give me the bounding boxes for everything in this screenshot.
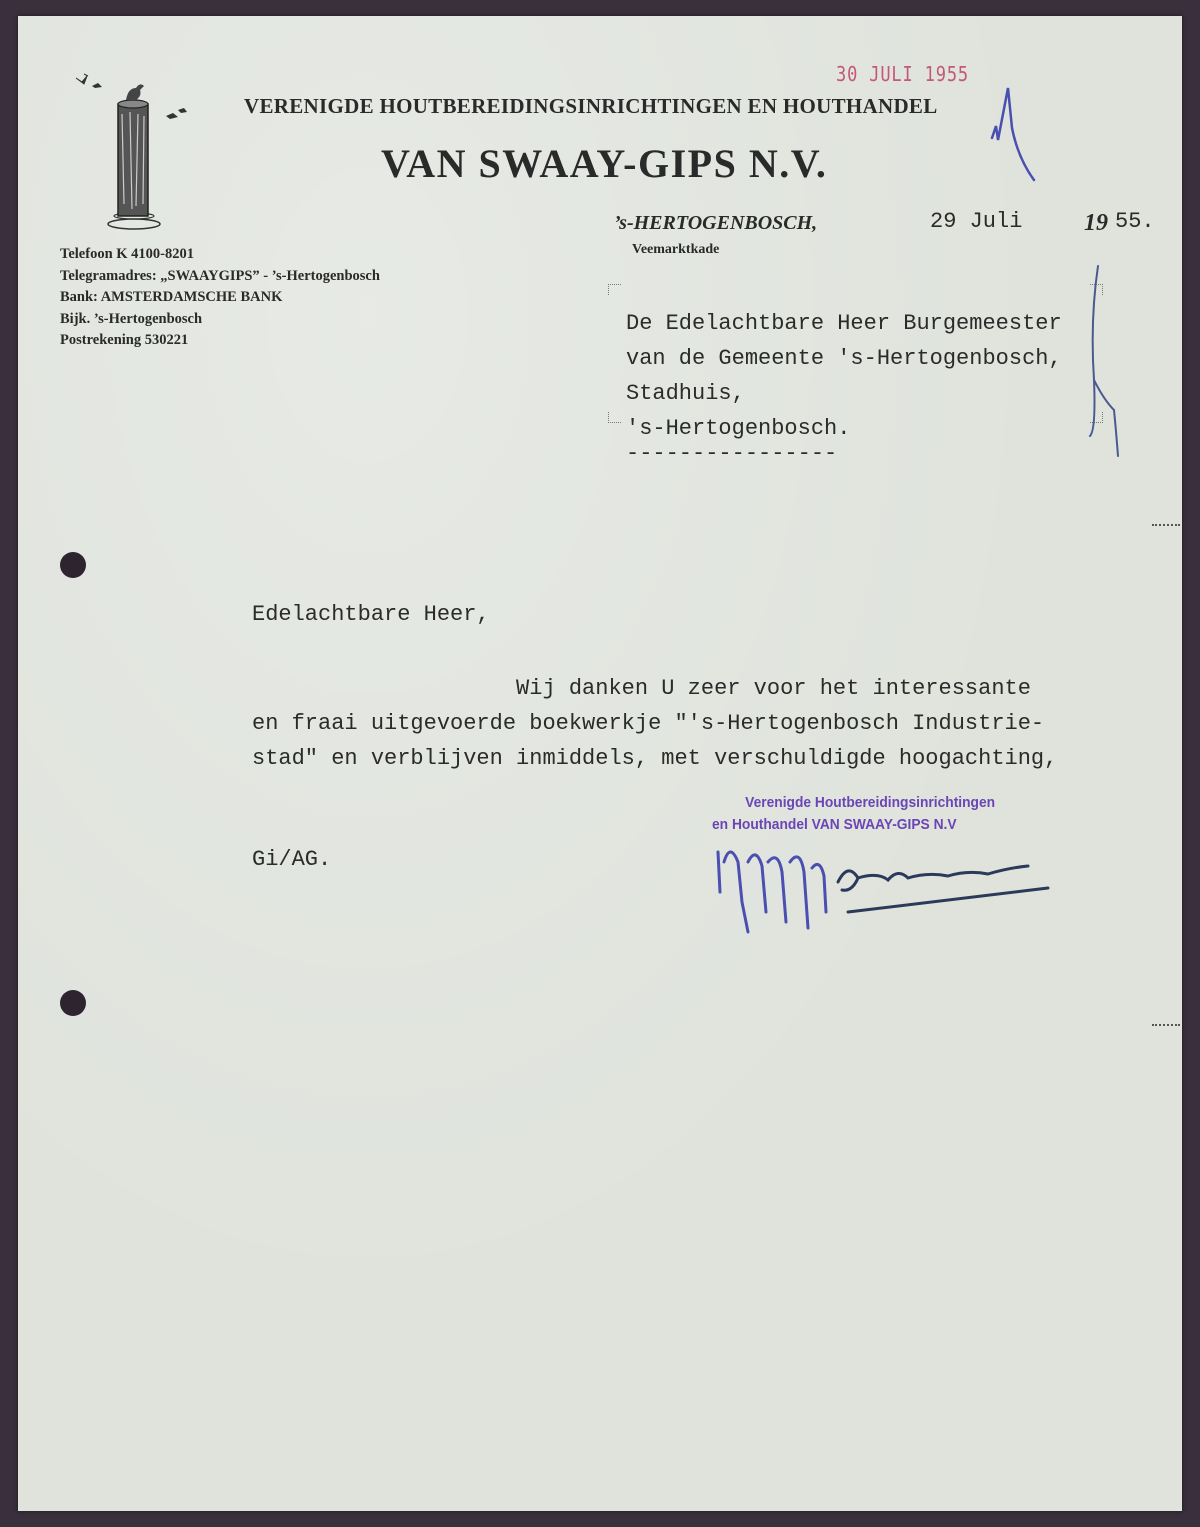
- salutation: Edelachtbare Heer,: [252, 602, 490, 627]
- punch-hole-top: [60, 552, 86, 578]
- bird-on-post-logo: [70, 64, 200, 234]
- received-date-stamp: 30 JULI 1955: [836, 62, 970, 86]
- phone-line: Telefoon K 4100-8201: [60, 246, 194, 262]
- bank-branch-line: Bijk. ’s-Hertogenbosch: [60, 310, 203, 327]
- year-suffix: 55.: [1115, 209, 1155, 234]
- fold-mark: [1152, 1024, 1180, 1026]
- company-stamp: [712, 792, 995, 836]
- recipient-line: van de Gemeente 's-Hertogenbosch,: [626, 346, 1062, 371]
- reference-initials: Gi/AG.: [252, 847, 332, 872]
- letterhead-street: Veemarktkade: [632, 242, 720, 257]
- punch-hole-bottom: [60, 990, 86, 1016]
- recipient-line: 's-Hertogenbosch.: [626, 416, 851, 441]
- body-line: Wij danken U zeer voor het interessante: [252, 676, 1031, 701]
- body-line: stad" en verblijven inmiddels, met verschuldigde hoogachting,: [252, 746, 1058, 771]
- window-corner: [608, 412, 621, 423]
- recipient-underline: ----------------: [626, 441, 838, 466]
- letterhead-tagline: VERENIGDE HOUTBEREIDINGSINRICHTINGEN EN HOUTHANDEL: [244, 94, 938, 118]
- postal-account-line: Postrekening 530221: [60, 332, 189, 348]
- recipient-line: Stadhuis,: [626, 381, 745, 406]
- year-prefix: 19: [1084, 210, 1108, 236]
- letterhead-city: ’s-HERTOGENBOSCH,: [614, 212, 818, 234]
- date-day-month: 29 Juli: [930, 209, 1023, 234]
- fold-mark: [1152, 524, 1180, 526]
- company-stamp-line: Verenigde Houtbereidingsinrichtingen: [745, 794, 996, 811]
- telegram-address-line: Telegramadres: „SWAAYGIPS” - ’s-Hertogenbosch: [60, 267, 380, 284]
- recipient-address: [626, 306, 1062, 446]
- handwritten-check-mark: [1068, 260, 1128, 460]
- handwritten-paraph: [978, 68, 1048, 198]
- signature: [708, 832, 1068, 942]
- window-corner: [608, 284, 621, 295]
- recipient-line: De Edelachtbare Heer Burgemeester: [626, 311, 1062, 336]
- contact-block: [60, 244, 380, 352]
- company-stamp-line: en Houthandel VAN SWAAY-GIPS N.V: [712, 816, 957, 833]
- company-name: VAN SWAAY-GIPS N.V.: [381, 141, 828, 186]
- letter-sheet: [18, 16, 1182, 1511]
- body-line: en fraai uitgevoerde boekwerkje "'s-Hertogenbosch Industrie-: [252, 711, 1045, 736]
- bank-line: Bank: AMSTERDAMSCHE BANK: [60, 289, 283, 305]
- letter-body: [252, 671, 1057, 776]
